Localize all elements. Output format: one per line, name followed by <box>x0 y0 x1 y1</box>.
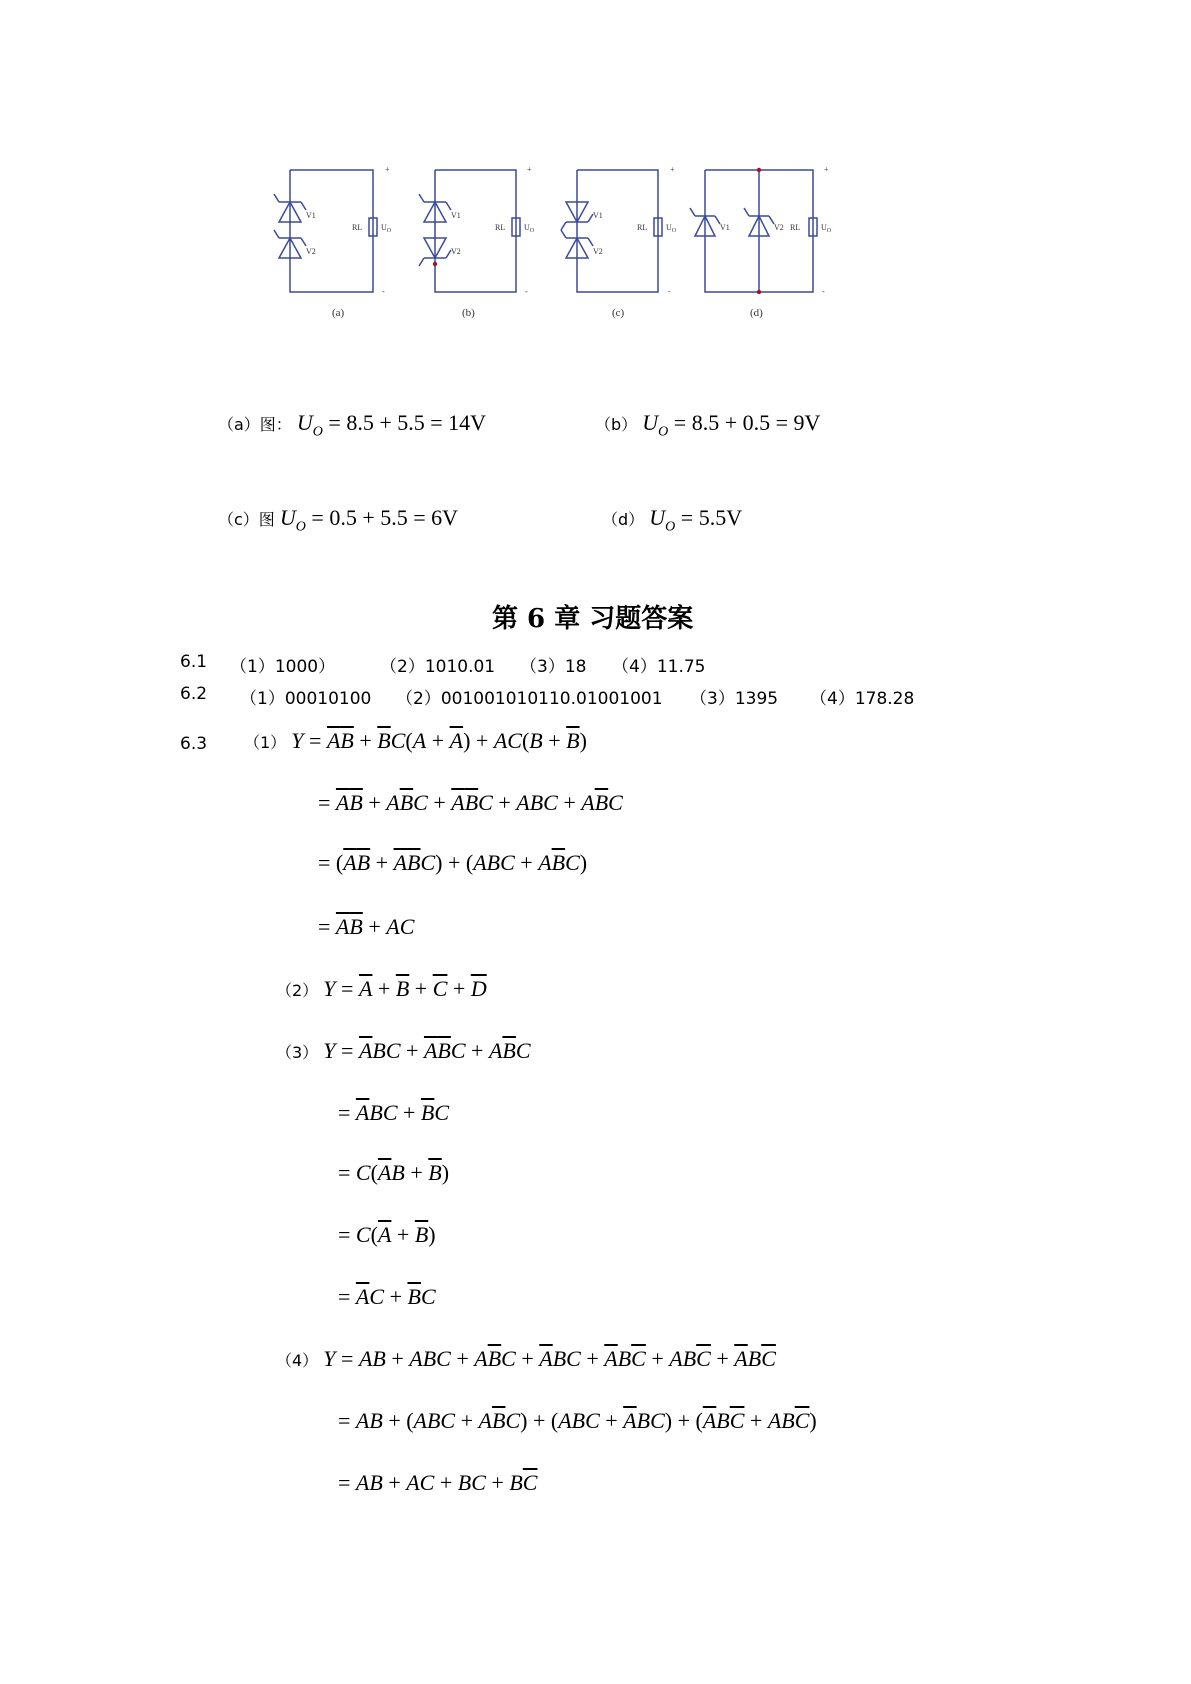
label-v2-c: V2 <box>593 247 603 256</box>
result-a-expr: $U_O = 8.5 + 5.5 = 14V$ <box>296 410 487 440</box>
result-c-expr: $U_O = 0.5 + 5.5 = 6V$ <box>279 505 459 535</box>
label-plus-a: + <box>385 165 390 174</box>
result-b-prefix: （b） <box>595 415 638 434</box>
label-minus-c: - <box>668 287 671 296</box>
q63-part4-line2: = AB + $(ABC + A\overline{B}C) + (ABC + \overline{A}BC) + (\overline{A}B\overline{C} + AB\overline{C})$ <box>338 1408 817 1433</box>
q61-part3: （3）18 <box>520 657 587 677</box>
q62-part3: （3）1395 <box>690 689 779 709</box>
label-rl-d: RL <box>790 223 801 232</box>
label-minus-a: - <box>382 287 385 296</box>
q62-part1: （1）00010100 <box>240 689 372 709</box>
caption-a: (a) <box>332 307 345 319</box>
label-v1-c: V1 <box>593 211 603 220</box>
q63-part2: （2） $Y = \overline{A} + \overline{B} + \overline{C} + \overline{D}$ <box>276 976 487 1001</box>
label-v1-d: V1 <box>720 223 730 232</box>
q63-part1-line2: = $\overline{A}\overline{B} + A\overline{B}C + \overline{A}\overline{B}C$ + ABC + $A\overline{B}C$ <box>318 790 623 815</box>
label-rl-a: RL <box>352 223 363 232</box>
label-v2-d: V2 <box>774 223 784 232</box>
q63-part3-line1: （3） $Y = \overline{A}BC + \overline{A}\overline{B}C + A\overline{B}C$ <box>276 1038 531 1063</box>
q62-part4: （4）178.28 <box>810 689 915 709</box>
q61-part2: （2）1010.01 <box>380 657 496 677</box>
chapter-title: 第 6 章 习题答案 <box>492 604 694 634</box>
caption-b: (b) <box>462 307 475 319</box>
q61-num: 6.1 <box>180 652 208 672</box>
q63-part3-line3: = $C(\overline{A}B + \overline{B})$ <box>338 1160 450 1185</box>
label-uo-c: $U_O$ <box>666 223 677 234</box>
label-v2-b: V2 <box>451 247 461 256</box>
label-uo-d: $U_O$ <box>821 223 832 234</box>
q63-part4-line3: = AB + AC + BC + $B\overline{C}$ <box>338 1470 538 1495</box>
label-v1-a: V1 <box>306 211 316 220</box>
q63-part3-line2: = $\overline{A}BC + \overline{B}C$ <box>338 1100 450 1125</box>
label-uo-b: $U_O$ <box>524 223 535 234</box>
q63-num: 6.3 <box>180 734 208 754</box>
caption-c: (c) <box>612 307 625 319</box>
label-plus-b: + <box>527 165 532 174</box>
q63-part1-line4: = $\overline{A}\overline{B}$ + AC <box>318 914 415 939</box>
caption-d: (d) <box>750 307 763 319</box>
q63-part3-line4: = $C(\overline{A} + \overline{B})$ <box>338 1222 436 1247</box>
result-b <box>595 410 820 440</box>
result-b-expr: $U_O = 8.5 + 0.5 = 9V$ <box>642 410 821 440</box>
label-rl-b: RL <box>495 223 506 232</box>
result-d-expr: $U_O = 5.5V$ <box>649 505 743 535</box>
result-d-prefix: （d） <box>602 510 645 529</box>
label-plus-c: + <box>670 165 675 174</box>
q62-num: 6.2 <box>180 684 208 704</box>
label-uo-a: $U_O$ <box>381 223 392 234</box>
result-c-prefix: （c）图 <box>218 510 275 529</box>
result-c <box>218 505 458 535</box>
label-rl-c: RL <box>637 223 648 232</box>
result-d <box>602 505 742 535</box>
label-v2-a: V2 <box>306 247 316 256</box>
zener-circuit-figure <box>270 165 910 350</box>
q61-part4: （4）11.75 <box>612 657 706 677</box>
result-a <box>218 410 486 440</box>
label-v1-b: V1 <box>451 211 461 220</box>
q61-part1: （1）1000） <box>230 657 336 677</box>
label-plus-d: + <box>824 165 829 174</box>
q63-part3-line5: = $\overline{A}C + \overline{B}C$ <box>338 1284 436 1309</box>
q63-part1-line1: （1） $Y = \overline{A}\overline{B} + \overline{B}C(A + \overline{A}) + AC(B + \overline{B})$ <box>244 728 587 753</box>
q62-part2: （2）001001010110.01001001 <box>396 689 663 709</box>
label-minus-d: - <box>822 287 825 296</box>
result-a-prefix: （a）图： <box>218 415 292 434</box>
q63-part4-line1: （4） Y = AB + ABC + $A\overline{B}C + \overline{A}BC + \overline{A}B\overline{C} + AB\overline{C} + \overline{A}B\overline{C}$ <box>276 1346 776 1371</box>
label-minus-b: - <box>525 287 528 296</box>
q63-part1-line3: = $(\overline{A}\overline{B} + \overline{A}\overline{B}C) + (ABC + A\overline{B}C)$ <box>318 850 588 875</box>
